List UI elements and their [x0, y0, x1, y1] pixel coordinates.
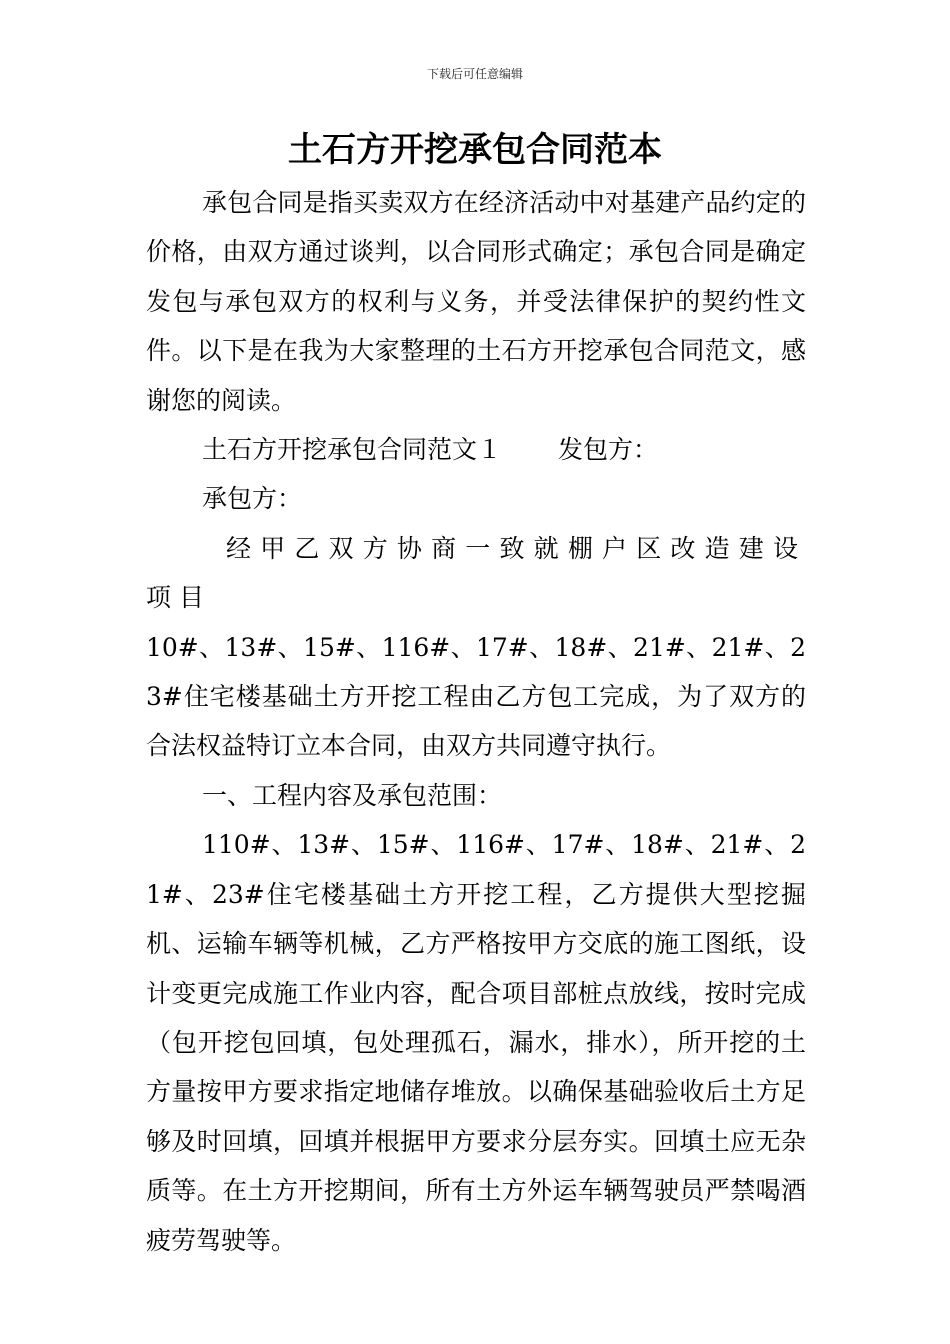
document-body	[146, 178, 806, 1265]
header-note: 下载后可任意编辑	[426, 67, 523, 81]
party-b-label: 承包方：	[202, 484, 303, 514]
intro-paragraph: 承包合同是指买卖双方在经济活动中对基建产品约定的价格，由双方通过谈判，以合同形式确定；承包合同是确定发包与承包双方的权利与义务，并受法律保护的契约性文件。以下是在我为大家整理的土石方开挖承包合同范文，感谢您的阅读。	[146, 188, 806, 415]
section1-heading: 一、工程内容及承包范围：	[202, 780, 503, 810]
party-a-label: 发包方：	[558, 435, 659, 465]
document-title: 土石方开挖承包合同范本	[288, 130, 662, 170]
sample-heading-line	[146, 425, 806, 474]
section1-body: 110#、13#、15#、116#、17#、18#、21#、21#、23#住宅楼基础土方开挖工程，乙方提供大型挖掘机、运输车辆等机械，乙方严格按甲方交底的施工图纸，设计变更完成施工作业内容，配合项目部桩点放线，按时完成（包开挖包回填，包处理孤石，漏水，排水），所开挖的土方量按甲方要求指定地储存堆放。以确保基础验收后土方足够及时回填，回填并根据甲方要求分层夯实。回填土应无杂质等。在土方开挖期间，所有土方外运车辆驾驶员严禁喝酒疲劳驾驶等。	[146, 830, 806, 1255]
agreement-paragraph: 10#、13#、15#、116#、17#、18#、21#、21#、23#住宅楼基础土方开挖工程由乙方包工完成，为了双方的合法权益特订立本合同，由双方共同遵守执行。	[146, 632, 806, 761]
agreement-line-1: 经甲乙双方协商一致就棚户区改造建设项目	[146, 533, 806, 613]
sample-heading: 土石方开挖承包合同范文１	[202, 435, 503, 465]
